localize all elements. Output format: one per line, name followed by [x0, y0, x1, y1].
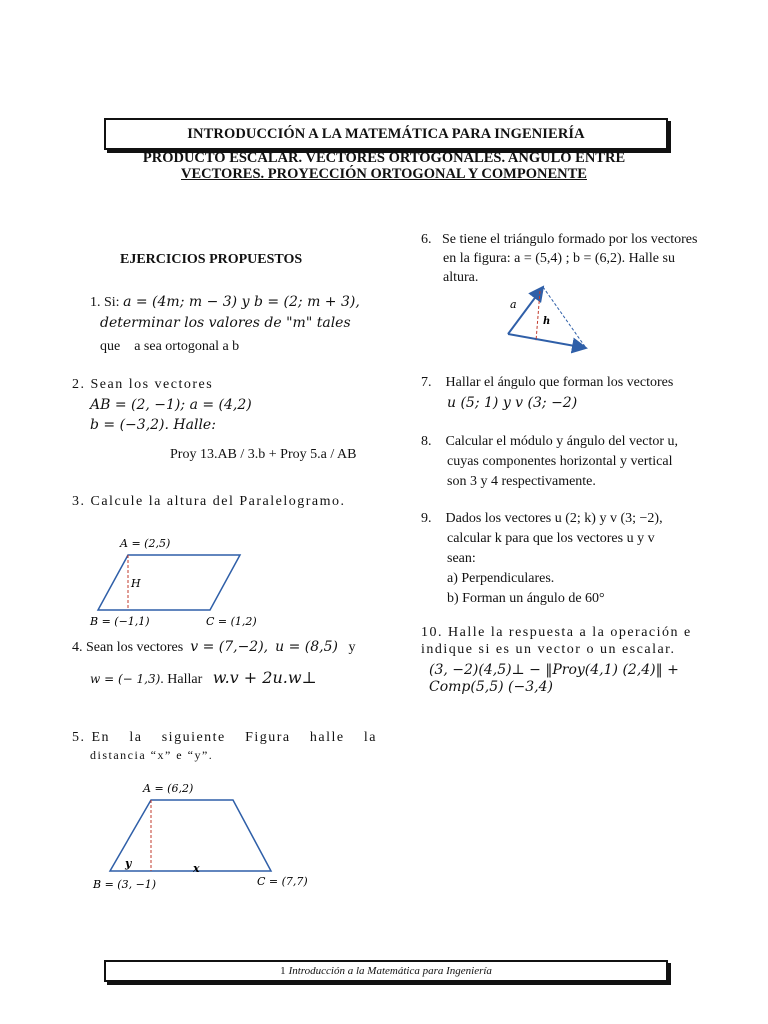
- exercise-6-line2: en la figura: a = (5,4) ; b = (6,2). Halle su: [443, 251, 675, 266]
- triangle-figure: [500, 282, 600, 354]
- exercise-2-line2: AB = (2, −1); a = (4,2): [90, 397, 252, 413]
- triangle-height-line: [536, 291, 540, 341]
- exercise-10-line2: indique si es un vector o un escalar.: [421, 642, 676, 657]
- exercise-9-line3: sean:: [447, 551, 476, 566]
- triangle-label-a: a: [510, 298, 517, 311]
- triangle-label-h: h: [543, 316, 551, 327]
- exercise-6-number: 6.: [421, 232, 432, 247]
- exercise-9-line2: calcular k para que los vectores u y v: [447, 531, 655, 546]
- exercise-3: [72, 492, 392, 512]
- exercise-5-line1: En la siguiente Figura halle la: [91, 730, 377, 745]
- exercise-1-number: 1. Si:: [90, 295, 120, 310]
- subtitle-line-1: PRODUCTO ESCALAR. VECTORES ORTOGONALES. ANGULO ENTRE: [142, 150, 626, 166]
- exercise-9-line1: Dados los vectores u (2; k) y v (3; −2),: [445, 511, 663, 526]
- exercise-10-line1: Halle la respuesta a la operación e: [448, 625, 692, 640]
- trapezoid-label-b: B = (3, −1): [93, 878, 157, 891]
- exercise-10: [421, 624, 751, 696]
- exercise-9-option-a: a) Perpendiculares.: [447, 571, 555, 586]
- exercise-1: [90, 292, 390, 357]
- exercise-4-v: v = (7,−2),: [190, 639, 269, 655]
- exercise-9-number: 9.: [421, 511, 432, 526]
- exercise-7: [421, 373, 731, 413]
- exercise-4-y: y: [348, 640, 356, 655]
- trapezoid-label-y: y: [125, 857, 132, 870]
- exercise-4-expr: w.v + 2u.w⊥: [212, 668, 317, 687]
- exercise-5-number: 5.: [72, 730, 86, 745]
- exercise-1-line3b: a sea ortogonal a b: [134, 339, 240, 354]
- exercise-4-line1a: Sean los vectores: [86, 640, 184, 655]
- page-footer: [104, 960, 668, 982]
- exercise-10-number: 10.: [421, 625, 443, 640]
- exercise-4-w: w = (− 1,3): [90, 672, 161, 686]
- exercise-5-line2: distancia “x” e “y”.: [90, 748, 214, 762]
- exercise-8-number: 8.: [421, 434, 432, 449]
- exercise-7-number: 7.: [421, 375, 432, 390]
- exercise-3-text: Calcule la altura del Paralelogramo.: [90, 494, 346, 509]
- exercise-8: [421, 432, 721, 492]
- exercise-1-line3a: que: [100, 339, 121, 354]
- parallelogram-label-b: B = (−1,1): [90, 615, 150, 628]
- section-title: EJERCICIOS PROPUESTOS: [120, 252, 303, 267]
- exercise-5: [72, 728, 377, 762]
- exercise-2-line1: Sean los vectores: [90, 377, 214, 392]
- exercise-7-line2: u (5; 1) y v (3; −2): [447, 395, 578, 411]
- exercise-4-number: 4.: [72, 640, 83, 655]
- parallelogram-shape: [98, 555, 240, 610]
- subtitle-line-2: VECTORES. PROYECCIÓN ORTOGONAL Y COMPONENTE: [181, 166, 587, 182]
- exercise-1-line1: a = (4m; m − 3) y b = (2; m + 3),: [123, 294, 360, 310]
- exercise-4-u: u = (8,5): [275, 639, 338, 655]
- exercise-3-number: 3.: [72, 494, 86, 509]
- trapezoid-label-c: C = (7,7): [257, 875, 308, 888]
- parallelogram-label-h: H: [131, 577, 141, 590]
- exercise-8-line1: Calcular el módulo y ángulo del vector u,: [445, 434, 678, 449]
- trapezoid-shape: [110, 800, 271, 871]
- exercise-10-expr: (3, −2)(4,5)⊥ − ‖Proy(4,1) (2,4)‖ + Comp(5,5) (−3,4): [429, 662, 679, 695]
- exercise-7-line1: Hallar el ángulo que forman los vectores: [445, 375, 674, 390]
- exercise-8-line2: cuyas componentes horizontal y vertical: [447, 454, 673, 469]
- trapezoid-label-a: A = (6,2): [143, 782, 194, 795]
- document-title: INTRODUCCIÓN A LA MATEMÁTICA PARA INGENIERÍA: [104, 118, 668, 150]
- exercise-6: [421, 230, 731, 287]
- triangle-vector-b: [508, 334, 586, 348]
- trapezoid-label-x: x: [193, 862, 200, 875]
- exercise-6-line3: altura.: [443, 270, 479, 285]
- document-subtitle: [104, 150, 664, 182]
- footer-text: Introducción a la Matemática para Ingeniería: [288, 965, 492, 977]
- exercise-2-formula: Proy 13.AB / 3.b + Proy 5.a / AB: [170, 447, 357, 462]
- exercise-1-line2: determinar los valores de "m" tales: [100, 315, 351, 331]
- exercise-2-number: 2.: [72, 377, 86, 392]
- exercise-4: [72, 637, 392, 690]
- parallelogram-label-a: A = (2,5): [120, 537, 171, 550]
- exercise-9-option-b: b) Forman un ángulo de 60°: [447, 591, 605, 606]
- exercise-4-hallar: . Hallar: [160, 672, 203, 687]
- exercise-8-line3: son 3 y 4 respectivamente.: [447, 474, 596, 489]
- parallelogram-label-c: C = (1,2): [206, 615, 257, 628]
- page-number: 1: [280, 965, 286, 977]
- exercise-6-line1: Se tiene el triángulo formado por los vectores: [442, 232, 698, 247]
- exercise-2: [72, 375, 392, 465]
- exercise-9: [421, 509, 721, 609]
- parallelogram-figure: [80, 530, 280, 635]
- exercise-2-line3: b = (−3,2). Halle:: [90, 417, 216, 433]
- trapezoid-figure: [85, 775, 315, 895]
